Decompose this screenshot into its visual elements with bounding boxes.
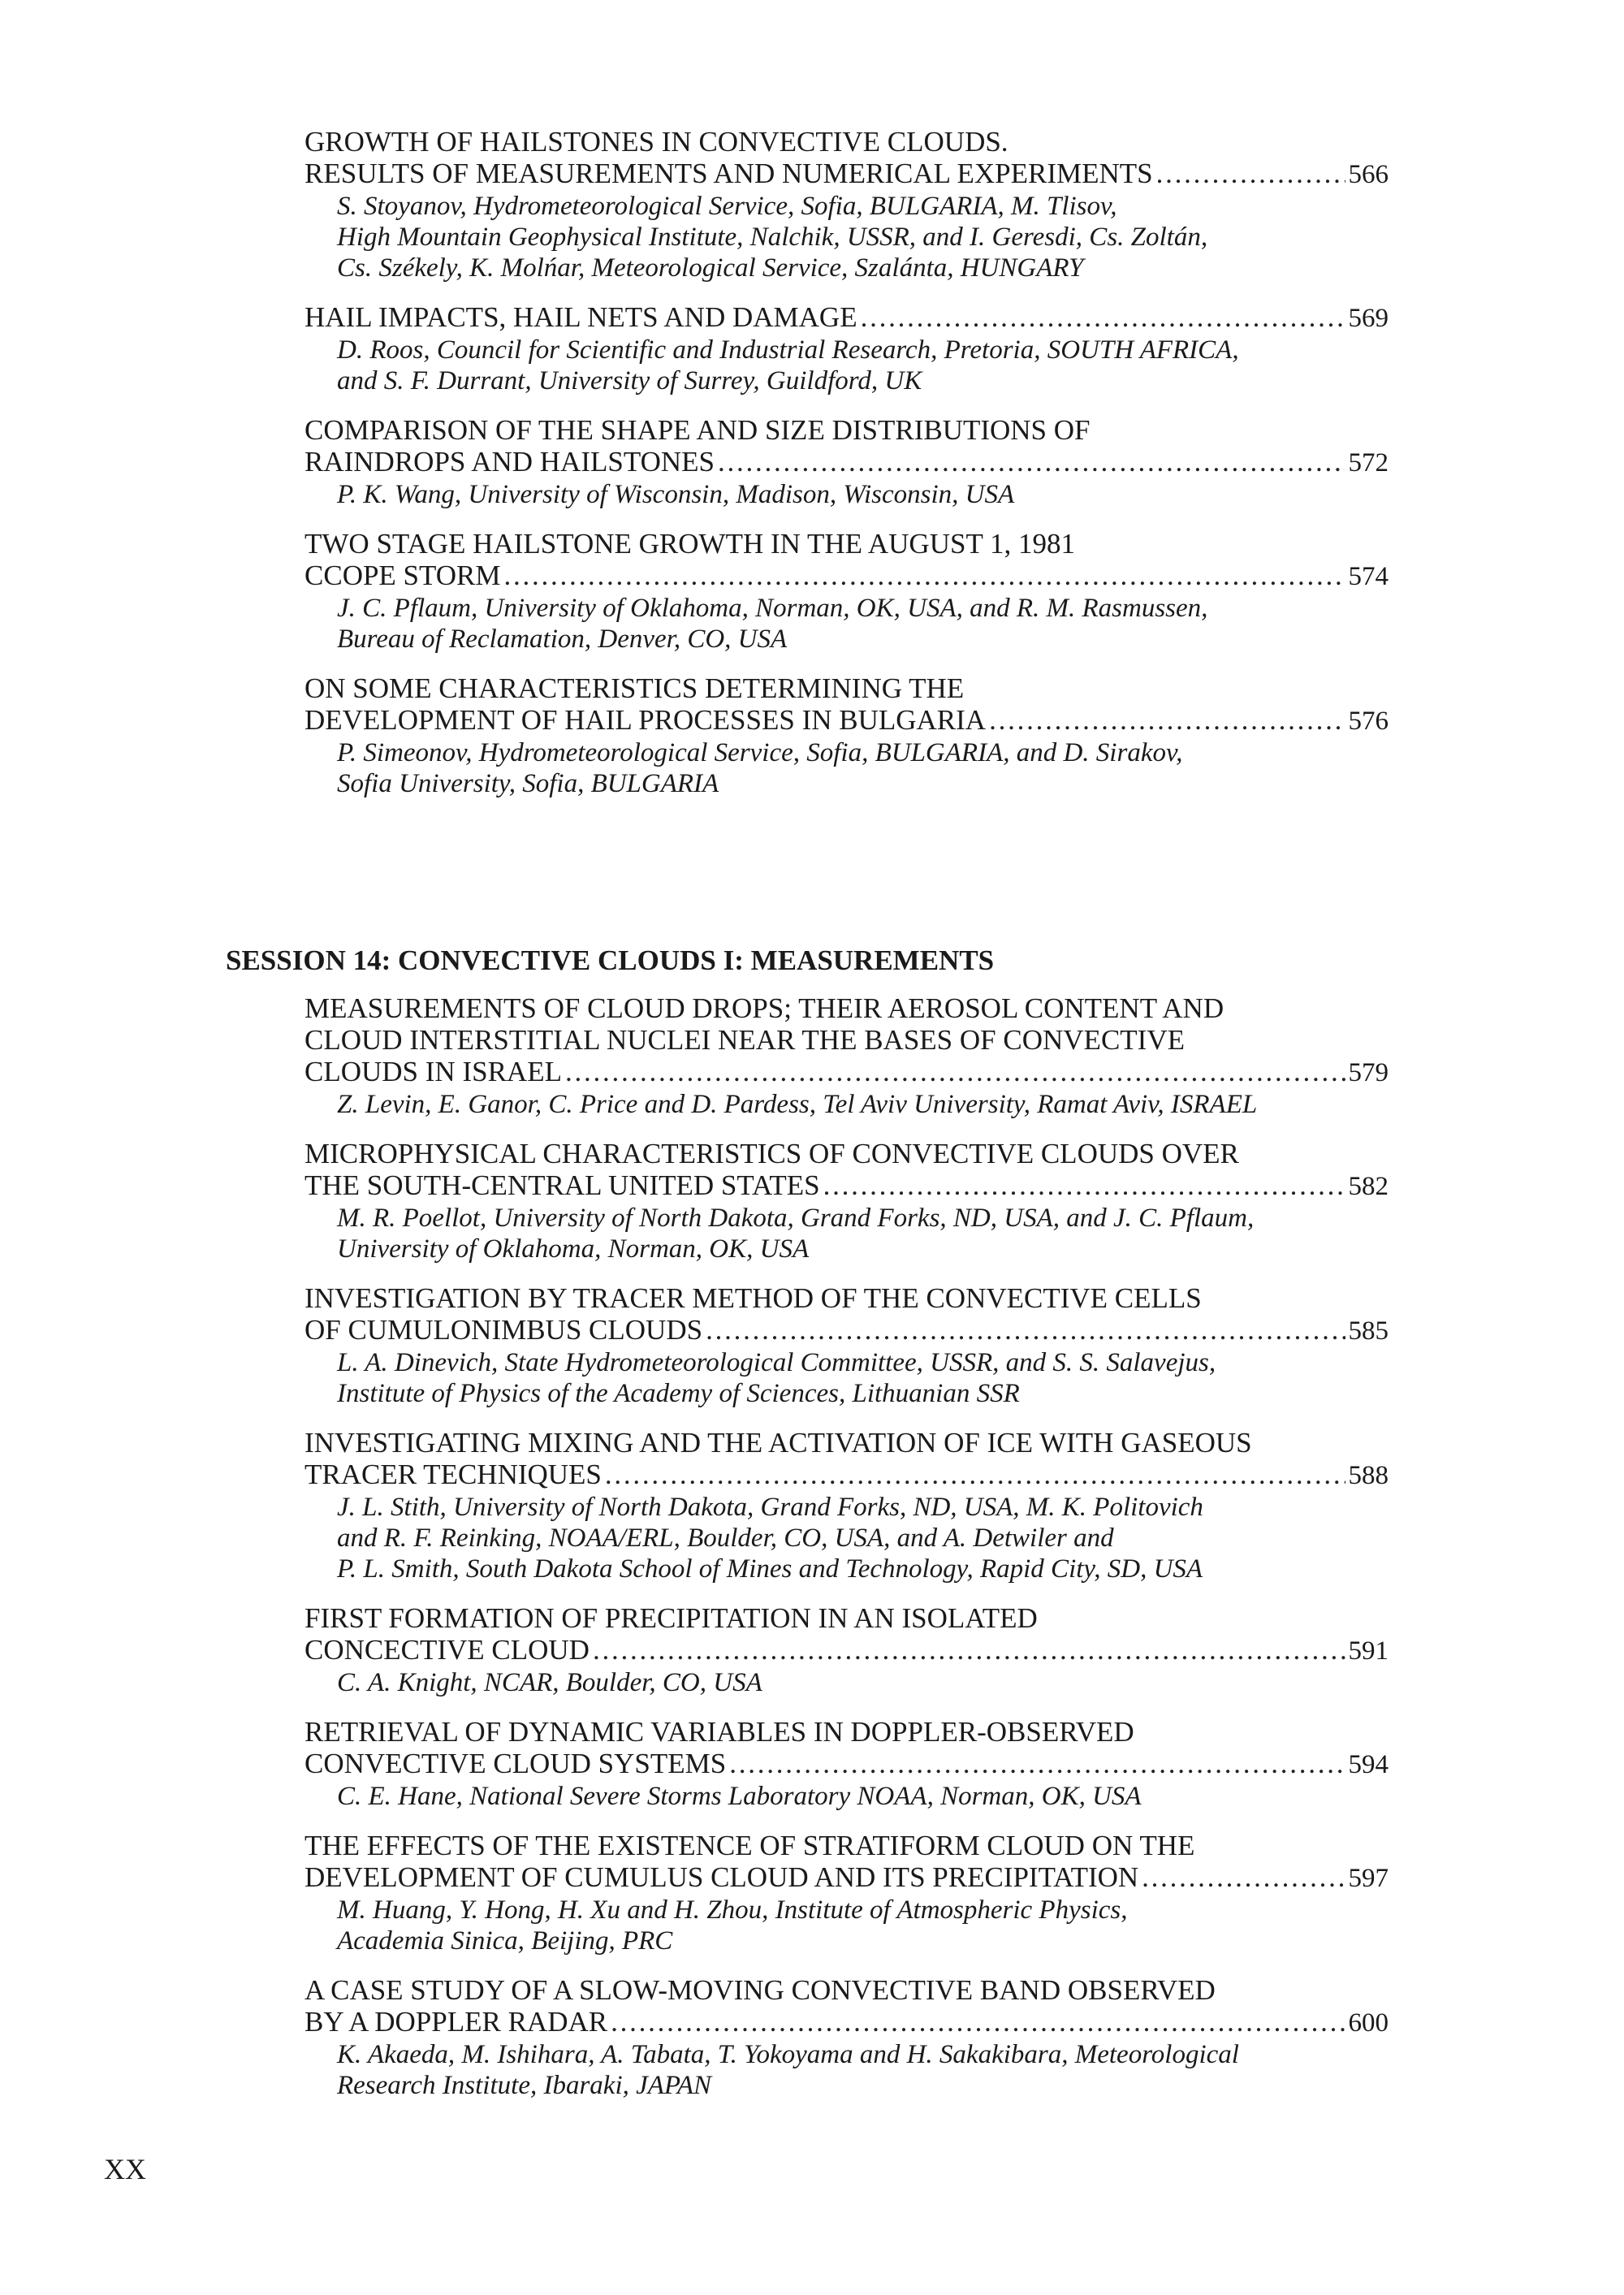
entry-page-number: 585 [1348,1316,1389,1346]
toc-entry [304,1974,1389,2101]
entry-title-line: INVESTIGATION BY TRACER METHOD OF THE CONVECTIVE CELLS [304,1282,1202,1314]
entry-title-line: CLOUD INTERSTITIAL NUCLEI NEAR THE BASES OF CONVECTIVE [304,1024,1185,1056]
entry-title-line: CONVECTIVE CLOUD SYSTEMS [304,1748,727,1779]
entry-title-line: INVESTIGATING MIXING AND THE ACTIVATION OF ICE WITH GASEOUS [304,1427,1252,1459]
entry-title-with-page [304,1169,1389,1203]
dot-leader [1142,1861,1345,1893]
toc-entry [304,1716,1389,1812]
toc-entry [304,414,1389,510]
entry-title-line: ON SOME CHARACTERISTICS DETERMINING THE [304,672,965,704]
dot-leader [605,1459,1345,1490]
entry-page-number: 576 [1348,707,1389,736]
toc-entry [304,1138,1389,1264]
entry-title-line: FIRST FORMATION OF PRECIPITATION IN AN ISOLATED [304,1602,1038,1634]
entry-page-number: 582 [1348,1172,1389,1201]
entry-title-with-page [304,301,1389,335]
entry-title-with-page [304,1861,1389,1895]
entry-title-with-page [304,1459,1389,1492]
entry-title-line: THE SOUTH-CENTRAL UNITED STATES [304,1169,820,1201]
entry-title-line: CONCECTIVE CLOUD [304,1634,590,1666]
entry-title-line: RETRIEVAL OF DYNAMIC VARIABLES IN DOPPLER-OBSERVED [304,1716,1134,1748]
entry-title-with-page [304,1056,1389,1089]
entry-title-with-page [304,1314,1389,1347]
entry-author-line: Research Institute, Ibaraki, JAPAN [337,2071,711,2100]
entry-author-line: Sofia University, Sofia, BULGARIA [337,769,719,798]
dot-leader [565,1056,1345,1087]
dot-leader [611,2006,1345,2038]
entry-title-line: TRACER TECHNIQUES [304,1459,602,1490]
entry-author-line: and R. F. Reinking, NOAA/ERL, Boulder, CO, USA, and A. Detwiler and [337,1524,1114,1553]
entry-title-with-page [304,560,1389,593]
entry-author-line: P. K. Wang, University of Wisconsin, Madison, Wisconsin, USA [337,480,1015,509]
dot-leader [706,1314,1345,1346]
entry-author-line: University of Oklahoma, Norman, OK, USA [337,1234,810,1264]
toc-entry [304,1282,1389,1409]
entry-title-line: GROWTH OF HAILSTONES IN CONVECTIVE CLOUDS. [304,126,1009,158]
toc-entry [304,126,1389,283]
entry-page-number: 572 [1348,448,1389,478]
entry-page-number: 597 [1348,1864,1389,1893]
entry-author-line: and S. F. Durrant, University of Surrey, Guildford, UK [337,366,922,395]
dot-leader [989,704,1345,736]
entry-author-line: P. Simeonov, Hydrometeorological Service, Sofia, BULGARIA, and D. Sirakov, [337,738,1183,767]
toc-entry [304,1602,1389,1698]
entry-author-line: M. Huang, Y. Hong, H. Xu and H. Zhou, Institute of Atmospheric Physics, [337,1895,1128,1925]
entry-author-line: Institute of Physics of the Academy of Sciences, Lithuanian SSR [337,1379,1020,1408]
dot-leader [504,560,1345,591]
entry-title-line: RAINDROPS AND HAILSTONES [304,446,715,478]
entry-title-line: MICROPHYSICAL CHARACTERISTICS OF CONVECTIVE CLOUDS OVER [304,1138,1239,1169]
entry-title-line: BY A DOPPLER RADAR [304,2006,608,2038]
entry-title-line: CCOPE STORM [304,560,501,591]
entry-author-line: M. R. Poellot, University of North Dakota, Grand Forks, ND, USA, and J. C. Pflaum, [337,1204,1255,1233]
entry-title-with-page [304,158,1389,191]
entry-author-line: S. Stoyanov, Hydrometeorological Service, Sofia, BULGARIA, M. Tlisov, [337,192,1117,221]
entry-title-line: A CASE STUDY OF A SLOW-MOVING CONVECTIVE BAND OBSERVED [304,1974,1216,2006]
entry-title-with-page [304,2006,1389,2039]
entry-page-number: 566 [1348,160,1389,189]
entry-title-with-page [304,446,1389,479]
entry-page-number: 588 [1348,1461,1389,1490]
entry-page-number: 574 [1348,562,1389,591]
entry-title-line: CLOUDS IN ISRAEL [304,1056,562,1087]
toc-list-top [304,126,1389,817]
entry-title-line: HAIL IMPACTS, HAIL NETS AND DAMAGE [304,301,857,333]
dot-leader [593,1634,1345,1666]
dot-leader [823,1169,1345,1201]
toc-entry [304,301,1389,396]
entry-page-number: 579 [1348,1058,1389,1087]
dot-leader [861,301,1345,333]
entry-author-line: Academia Sinica, Beijing, PRC [337,1926,673,1956]
entry-author-line: Bureau of Reclamation, Denver, CO, USA [337,625,788,654]
entry-author-line: J. C. Pflaum, University of Oklahoma, Norman, OK, USA, and R. M. Rasmussen, [337,594,1208,623]
toc-list-session-14 [304,992,1389,2119]
toc-entry [304,1427,1389,1584]
entry-author-line: D. Roos, Council for Scientific and Industrial Research, Pretoria, SOUTH AFRICA, [337,335,1239,365]
entry-title-line: DEVELOPMENT OF HAIL PROCESSES IN BULGARIA [304,704,987,736]
dot-leader [1156,158,1345,189]
entry-title-line: COMPARISON OF THE SHAPE AND SIZE DISTRIBUTIONS OF [304,414,1091,446]
entry-page-number: 591 [1348,1636,1389,1666]
dot-leader [729,1748,1345,1779]
toc-entry [304,672,1389,799]
entry-author-line: Z. Levin, E. Ganor, C. Price and D. Pardess, Tel Aviv University, Ramat Aviv, ISRAEL [337,1090,1258,1119]
entry-title-with-page [304,704,1389,737]
entry-page-number: 594 [1348,1750,1389,1779]
toc-entry [304,992,1389,1120]
page-number: XX [104,2153,146,2185]
entry-author-line: L. A. Dinevich, State Hydrometeorological Committee, USSR, and S. S. Salavejus, [337,1348,1216,1377]
entry-title-line: DEVELOPMENT OF CUMULUS CLOUD AND ITS PRECIPITATION [304,1861,1139,1893]
entry-title-with-page [304,1634,1389,1667]
entry-author-line: C. A. Knight, NCAR, Boulder, CO, USA [337,1668,762,1697]
entry-author-line: K. Akaeda, M. Ishihara, A. Tabata, T. Yokoyama and H. Sakakibara, Meteorological [337,2040,1239,2069]
dot-leader [718,446,1345,478]
toc-entry [304,1830,1389,1956]
entry-title-line: OF CUMULONIMBUS CLOUDS [304,1314,703,1346]
entry-title-line: TWO STAGE HAILSTONE GROWTH IN THE AUGUST 1, 1981 [304,528,1075,560]
entry-author-line: High Mountain Geophysical Institute, Nalchik, USSR, and I. Geresdi, Cs. Zoltán, [337,223,1208,252]
entry-author-line: P. L. Smith, South Dakota School of Mines and Technology, Rapid City, SD, USA [337,1554,1203,1584]
entry-page-number: 569 [1348,304,1389,333]
entry-author-line: C. E. Hane, National Severe Storms Laboratory NOAA, Norman, OK, USA [337,1782,1142,1811]
entry-page-number: 600 [1348,2008,1389,2038]
entry-title-with-page [304,1748,1389,1781]
toc-entry [304,528,1389,655]
session-heading: SESSION 14: CONVECTIVE CLOUDS I: MEASUREMENTS [226,944,995,976]
entry-author-line: Cs. Székely, K. Molńar, Meteorological Service, Szalánta, HUNGARY [337,253,1084,283]
entry-title-line: RESULTS OF MEASUREMENTS AND NUMERICAL EXPERIMENTS [304,158,1153,189]
entry-author-line: J. L. Stith, University of North Dakota, Grand Forks, ND, USA, M. K. Politovich [337,1493,1203,1522]
entry-title-line: MEASUREMENTS OF CLOUD DROPS; THEIR AEROSOL CONTENT AND [304,992,1224,1024]
entry-title-line: THE EFFECTS OF THE EXISTENCE OF STRATIFORM CLOUD ON THE [304,1830,1195,1861]
